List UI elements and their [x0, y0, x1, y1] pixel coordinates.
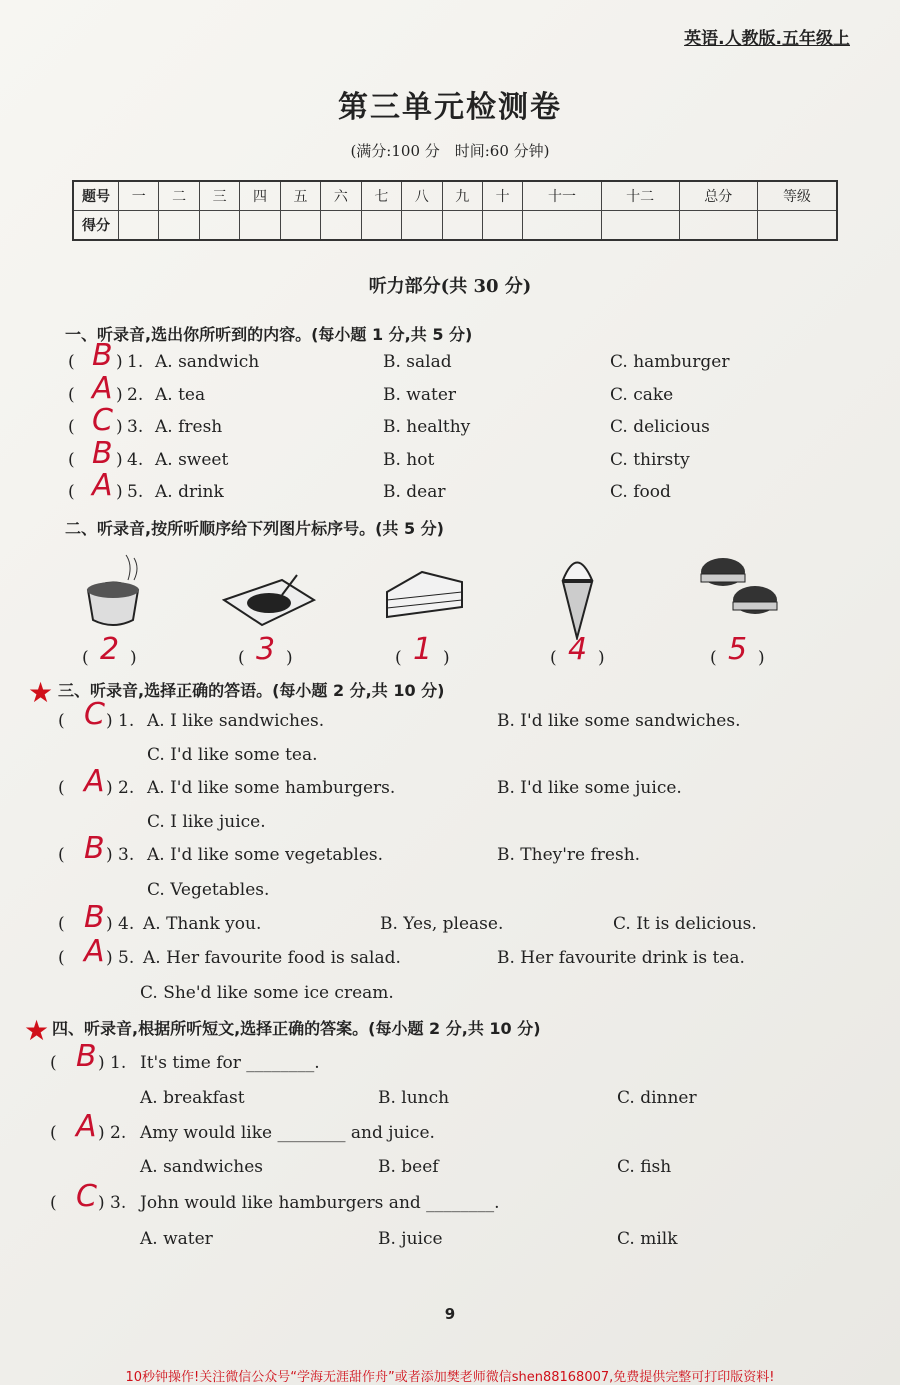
answer-paren: (	[58, 778, 65, 798]
question-number: 1.	[110, 1053, 127, 1073]
score-cell[interactable]	[361, 211, 401, 241]
answer-paren: )	[116, 482, 123, 502]
score-cell[interactable]	[321, 211, 361, 241]
score-cell[interactable]	[240, 211, 280, 241]
option-a: A. sandwich	[155, 352, 260, 372]
question-number: 3.	[118, 845, 135, 865]
answer-paren: )	[598, 648, 605, 668]
score-table-header-row	[73, 181, 837, 211]
handwritten-answer: C	[76, 1179, 97, 1214]
answer-paren: )	[286, 648, 293, 668]
question-number: 5.	[118, 948, 135, 968]
option-c: C. dinner	[617, 1088, 697, 1108]
option-c: C. hamburger	[610, 352, 730, 372]
column-header: 四	[240, 181, 280, 211]
section-2-heading: 二、听录音,按所听顺序给下列图片标序号。(共 5 分)	[65, 519, 444, 538]
question-number: 3.	[127, 417, 144, 437]
column-header: 三	[199, 181, 239, 211]
answer-paren: (	[58, 711, 65, 731]
answer-paren: (	[58, 845, 65, 865]
star-mark: ★	[28, 676, 54, 709]
page-number: 9	[444, 1305, 456, 1323]
answer-paren: )	[443, 648, 450, 668]
column-header: 六	[321, 181, 361, 211]
option-a: A. fresh	[155, 417, 223, 437]
handwritten-answer: C	[84, 697, 105, 732]
option-c: C. I like juice.	[147, 812, 266, 832]
option-c: C. She'd like some ice cream.	[140, 983, 394, 1003]
question-number: 1.	[118, 711, 135, 731]
column-header: 九	[442, 181, 482, 211]
answer-paren: )	[758, 648, 765, 668]
score-cell[interactable]	[199, 211, 239, 241]
section-4-heading: 四、听录音,根据所听短文,选择正确的答案。(每小题 2 分,共 10 分)	[52, 1019, 541, 1038]
option-a: A. breakfast	[140, 1088, 245, 1108]
answer-paren: )	[106, 948, 113, 968]
answer-paren: )	[116, 385, 123, 405]
column-header: 八	[402, 181, 442, 211]
option-a: A. drink	[155, 482, 224, 502]
answer-paren: )	[106, 914, 113, 934]
fish-dish-icon	[222, 570, 317, 634]
option-a: A. Her favourite food is salad.	[143, 948, 401, 968]
option-a: A. I'd like some vegetables.	[147, 845, 384, 865]
option-a: A. I like sandwiches.	[147, 711, 325, 731]
question-stem: It's time for ________.	[140, 1053, 320, 1073]
score-cell[interactable]	[523, 211, 601, 241]
answer-paren: )	[106, 711, 113, 731]
option-b: B. They're fresh.	[497, 845, 641, 865]
score-cell[interactable]	[679, 211, 757, 241]
answer-paren: (	[58, 948, 65, 968]
option-a: A. sweet	[155, 450, 229, 470]
question-stem: John would like hamburgers and ________.	[140, 1193, 500, 1213]
option-c: C. Vegetables.	[147, 880, 270, 900]
handwritten-answer: A	[76, 1109, 97, 1144]
option-b: B. I'd like some juice.	[497, 778, 682, 798]
option-c: C. delicious	[610, 417, 710, 437]
sandwich-icon	[382, 562, 467, 626]
option-b: B. Her favourite drink is tea.	[497, 948, 745, 968]
option-c: C. I'd like some tea.	[147, 745, 318, 765]
handwritten-answer: 4	[568, 632, 588, 667]
column-header: 二	[159, 181, 199, 211]
column-header: 十二	[601, 181, 679, 211]
answer-paren: (	[710, 648, 717, 668]
answer-paren: (	[68, 450, 75, 470]
option-a: A. sandwiches	[140, 1157, 264, 1177]
answer-paren: )	[116, 450, 123, 470]
score-cell[interactable]	[159, 211, 199, 241]
score-cell[interactable]	[482, 211, 522, 241]
option-b: B. healthy	[383, 417, 471, 437]
question-stem: Amy would like ________ and juice.	[140, 1123, 435, 1143]
section-1-heading: 一、听录音,选出你所听到的内容。(每小题 1 分,共 5 分)	[65, 325, 473, 344]
question-number: 2.	[127, 385, 144, 405]
score-cell[interactable]	[601, 211, 679, 241]
option-b: B. dear	[383, 482, 446, 502]
answer-paren: (	[68, 482, 75, 502]
question-number: 4.	[118, 914, 135, 934]
option-b: B. hot	[383, 450, 435, 470]
column-header: 七	[361, 181, 401, 211]
score-cell[interactable]	[119, 211, 159, 241]
listening-part-title: 听力部分(共 30 分)	[368, 276, 532, 297]
question-number: 3.	[110, 1193, 127, 1213]
option-c: C. food	[610, 482, 671, 502]
column-header: 等级	[757, 181, 837, 211]
answer-paren: )	[130, 648, 137, 668]
option-c: C. fish	[617, 1157, 672, 1177]
footer-promo: 10秒钟操作!关注微信公众号“学海无涯甜作舟”或者添加樊老师微信shen88168007,免费提供完整可打印版资料!	[125, 1370, 775, 1385]
section-3-heading: 三、听录音,选择正确的答语。(每小题 2 分,共 10 分)	[58, 681, 445, 700]
page-title: 第三单元检测卷	[338, 90, 562, 125]
answer-paren: (	[68, 352, 75, 372]
option-b: B. water	[383, 385, 457, 405]
column-header: 总分	[679, 181, 757, 211]
option-c: C. milk	[617, 1229, 678, 1249]
handwritten-answer: 2	[100, 632, 120, 667]
handwritten-answer: B	[92, 338, 113, 373]
option-c: C. cake	[610, 385, 674, 405]
handwritten-answer: C	[92, 403, 113, 438]
option-b: B. Yes, please.	[380, 914, 504, 934]
answer-paren: (	[238, 648, 245, 668]
star-mark: ★	[24, 1014, 50, 1047]
question-number: 5.	[127, 482, 144, 502]
option-b: B. I'd like some sandwiches.	[497, 711, 741, 731]
score-cell[interactable]	[402, 211, 442, 241]
answer-paren: (	[68, 385, 75, 405]
answer-paren: )	[98, 1053, 105, 1073]
row-header: 题号	[73, 181, 119, 211]
handwritten-answer: A	[84, 764, 105, 799]
series-label: 英语.人教版.五年级上	[684, 29, 850, 49]
handwritten-answer: 3	[256, 632, 276, 667]
answer-paren: )	[106, 845, 113, 865]
option-b: B. lunch	[378, 1088, 450, 1108]
option-a: A. tea	[155, 385, 206, 405]
handwritten-answer: B	[84, 900, 105, 935]
hamburger-icon	[695, 550, 785, 629]
answer-paren: (	[50, 1193, 57, 1213]
ice-cream-icon	[555, 550, 600, 644]
answer-paren: (	[50, 1053, 57, 1073]
handwritten-answer: A	[92, 468, 113, 503]
column-header: 十	[482, 181, 522, 211]
answer-paren: (	[58, 914, 65, 934]
handwritten-answer: B	[76, 1039, 97, 1074]
question-number: 4.	[127, 450, 144, 470]
option-c: C. thirsty	[610, 450, 690, 470]
answer-paren: (	[68, 417, 75, 437]
handwritten-answer: B	[84, 831, 105, 866]
answer-paren: )	[116, 417, 123, 437]
option-a: A. water	[140, 1229, 213, 1249]
answer-paren: )	[106, 778, 113, 798]
handwritten-answer: 5	[728, 632, 748, 667]
answer-paren: (	[395, 648, 402, 668]
tea-icon	[78, 550, 148, 634]
handwritten-answer: B	[92, 436, 113, 471]
answer-paren: (	[550, 648, 557, 668]
option-a: A. I'd like some hamburgers.	[147, 778, 396, 798]
handwritten-answer: 1	[413, 632, 433, 667]
option-b: B. juice	[378, 1229, 443, 1249]
column-header: 五	[280, 181, 320, 211]
score-cell[interactable]	[442, 211, 482, 241]
score-table-score-row	[73, 211, 837, 241]
answer-paren: )	[98, 1193, 105, 1213]
column-header: 一	[119, 181, 159, 211]
option-a: A. Thank you.	[143, 914, 262, 934]
score-cell[interactable]	[280, 211, 320, 241]
question-number: 1.	[127, 352, 144, 372]
row-header: 得分	[73, 211, 119, 241]
answer-paren: (	[50, 1123, 57, 1143]
option-b: B. salad	[383, 352, 452, 372]
answer-paren: (	[82, 648, 89, 668]
option-c: C. It is delicious.	[613, 914, 757, 934]
column-header: 十一	[523, 181, 601, 211]
score-table	[72, 180, 838, 241]
answer-paren: )	[98, 1123, 105, 1143]
handwritten-answer: A	[84, 934, 105, 969]
question-number: 2.	[110, 1123, 127, 1143]
handwritten-answer: A	[92, 371, 113, 406]
option-b: B. beef	[378, 1157, 439, 1177]
question-number: 2.	[118, 778, 135, 798]
score-cell[interactable]	[757, 211, 837, 241]
exam-info: (满分:100 分 时间:60 分钟)	[350, 142, 550, 160]
answer-paren: )	[116, 352, 123, 372]
